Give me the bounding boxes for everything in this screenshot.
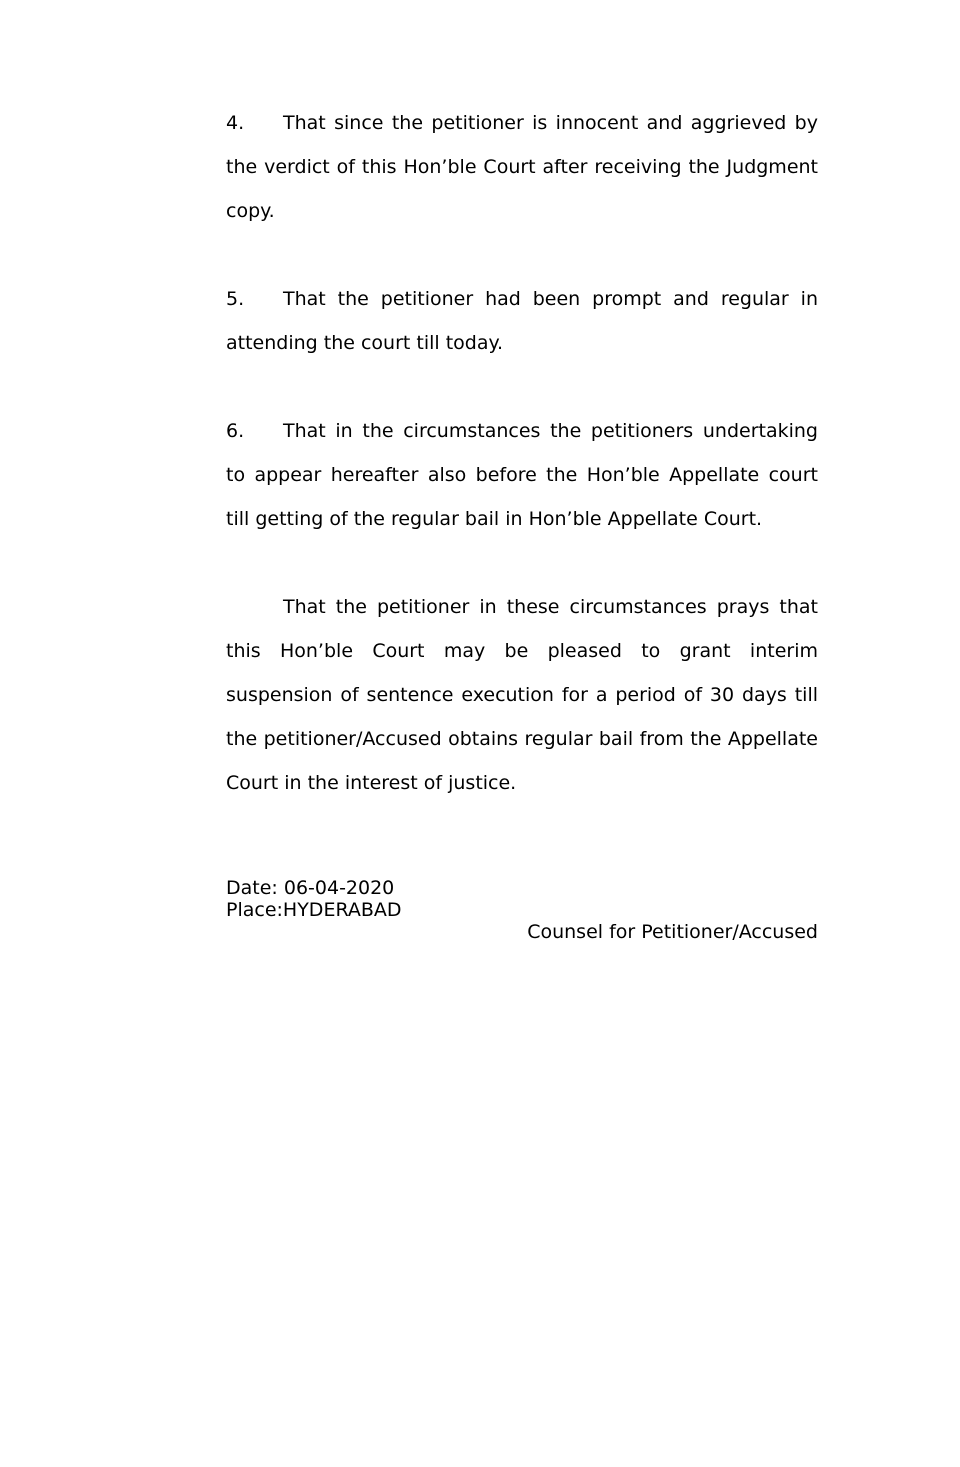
paragraph-4 (226, 101, 818, 233)
document-body (226, 101, 818, 849)
paragraph-5 (226, 277, 818, 365)
paragraph-text: That since the petitioner is innocent and aggrieved by the verdict of this Hon’ble Court after receiving the Judgment copy. (226, 112, 818, 222)
paragraph-text: That in the circumstances the petitioners undertaking to appear hereafter also before the Hon’ble Appellate court till getting of the regular bail in Hon’ble Appellate Court. (226, 420, 818, 530)
paragraph-6 (226, 409, 818, 541)
paragraph-number: 4. (226, 112, 245, 134)
place-line: Place:HYDERABAD (226, 899, 402, 921)
date-line: Date: 06-04-2020 (226, 877, 395, 899)
paragraph-number: 5. (226, 288, 245, 310)
signature-line: Counsel for Petitioner/Accused (527, 921, 818, 943)
prayer-paragraph: That the petitioner in these circumstances prays that this Hon’ble Court may be pleased to grant interim suspension of sentence execution for a period of 30 days till the petitioner/Accused obtains regular bail from the Appellate Court in the interest of justice. (226, 596, 818, 794)
paragraph-number: 6. (226, 420, 245, 442)
closing-block (226, 877, 818, 943)
paragraph-text: That the petitioner had been prompt and regular in attending the court till today. (226, 288, 818, 354)
